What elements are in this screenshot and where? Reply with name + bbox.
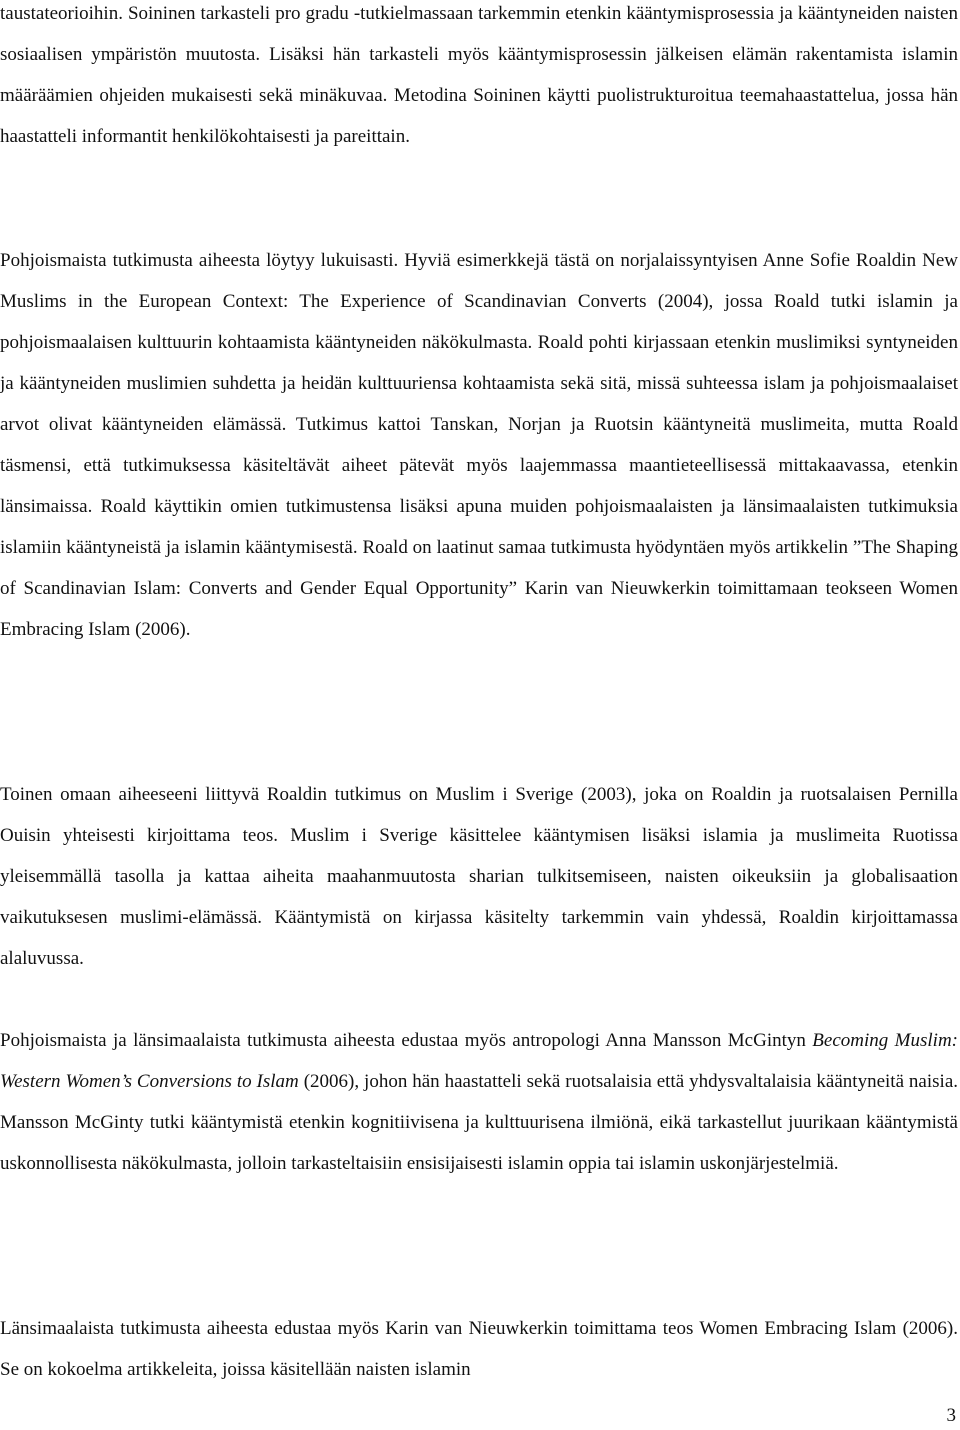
paragraph-4 (0, 1020, 958, 1184)
paragraph-4-rest: (2006), johon hän haastatteli sekä ruotsalaisia että yhdysvaltalaisia kääntyneitä naisia. Mansson McGinty tutki kääntymistä etenkin kognitiivisena ja kulttuurisena ilmiönä, eikä tarkastellut juurikaan kääntymistä uskonnollisesta näkökulmasta, jolloin tarkasteltaisiin ensisijaisesti islamin oppia tai islamin uskonjärjestelmiä. (0, 1071, 958, 1174)
page-number: 3 (946, 1405, 956, 1426)
paragraph-1: taustateorioihin. Soininen tarkasteli pro gradu -tutkielmassaan tarkemmin etenkin kääntymisprosessia ja kääntyneiden naisten sosiaalisen ympäristön muutosta. Lisäksi hän tarkasteli myös kääntymisprosessin jälkeisen elämän rakentamista islamin määräämien ohjeiden mukaisesti sekä minäkuvaa. Metodina Soininen käytti puolistrukturoitua teemahaastattelua, jossa hän haastatteli informantit henkilökohtaisesti ja pareittain. (0, 3, 958, 147)
paragraph-4-lead: Pohjoismaista ja länsimaalaista tutkimusta aiheesta edustaa myös antropologi Anna Mansson McGintyn (0, 1030, 813, 1051)
book-title-becoming-muslim: Becoming Muslim: Western Women’s Conversions to Islam (0, 1030, 958, 1092)
paragraph-3: Toinen omaan aiheeseeni liittyvä Roaldin tutkimus on Muslim i Sverige (2003), joka on Roaldin ja ruotsalaisen Pernilla Ouisin yhteisesti kirjoittama teos. Muslim i Sverige käsittelee kääntymisen lisäksi islamia ja muslimeita Ruotissa yleisemmällä tasolla ja kattaa aiheita maahanmuutosta sharian tulkitsemiseen, naisten oikeuksiin ja globalisaation vaikutuksesen muslimi-elämässä. Kääntymistä on kirjassa käsitelty tarkemmin vain yhdessä, Roaldin kirjoittamassa alaluvussa. (0, 784, 958, 969)
paragraph-2: Pohjoismaista tutkimusta aiheesta löytyy lukuisasti. Hyviä esimerkkejä tästä on norjalaissyntyisen Anne Sofie Roaldin New Muslims in the European Context: The Experience of Scandinavian Converts (2004), jossa Roald tutki islamin ja pohjoismaalaisen kulttuurin kohtaamista kääntyneiden näkökulmasta. Roald pohti kirjassaan etenkin muslimiksi syntyneiden ja kääntyneiden muslimien suhdetta ja heidän kulttuuriensa kohtaamista sekä sitä, missä suhteessa islam ja pohjoismaalaiset arvot olivat kääntyneiden elämässä. Tutkimus kattoi Tanskan, Norjan ja Ruotsin kääntyneitä muslimeita, mutta Roald täsmensi, että tutkimuksessa käsiteltävät aiheet pätevät myös laajemmassa maantieteellisessä mittakaavassa, etenkin länsimaissa. Roald käyttikin omien tutkimustensa lisäksi apuna muiden pohjoismaalaisten ja länsimaalaisten tutkimuksia islamiin kääntyneistä ja islamin kääntymisestä. Roald on laatinut samaa tutkimusta hyödyntäen myös artikkelin ”The Shaping of Scandinavian Islam: Converts and Gender Equal Opportunity” Karin van Nieuwkerkin toimittamaan teokseen Women Embracing Islam (2006). (0, 250, 958, 640)
paragraph-5: Länsimaalaista tutkimusta aiheesta edustaa myös Karin van Nieuwkerkin toimittama teos Women Embracing Islam (2006). Se on kokoelma artikkeleita, joissa käsitellään naisten islamin (0, 1318, 958, 1380)
